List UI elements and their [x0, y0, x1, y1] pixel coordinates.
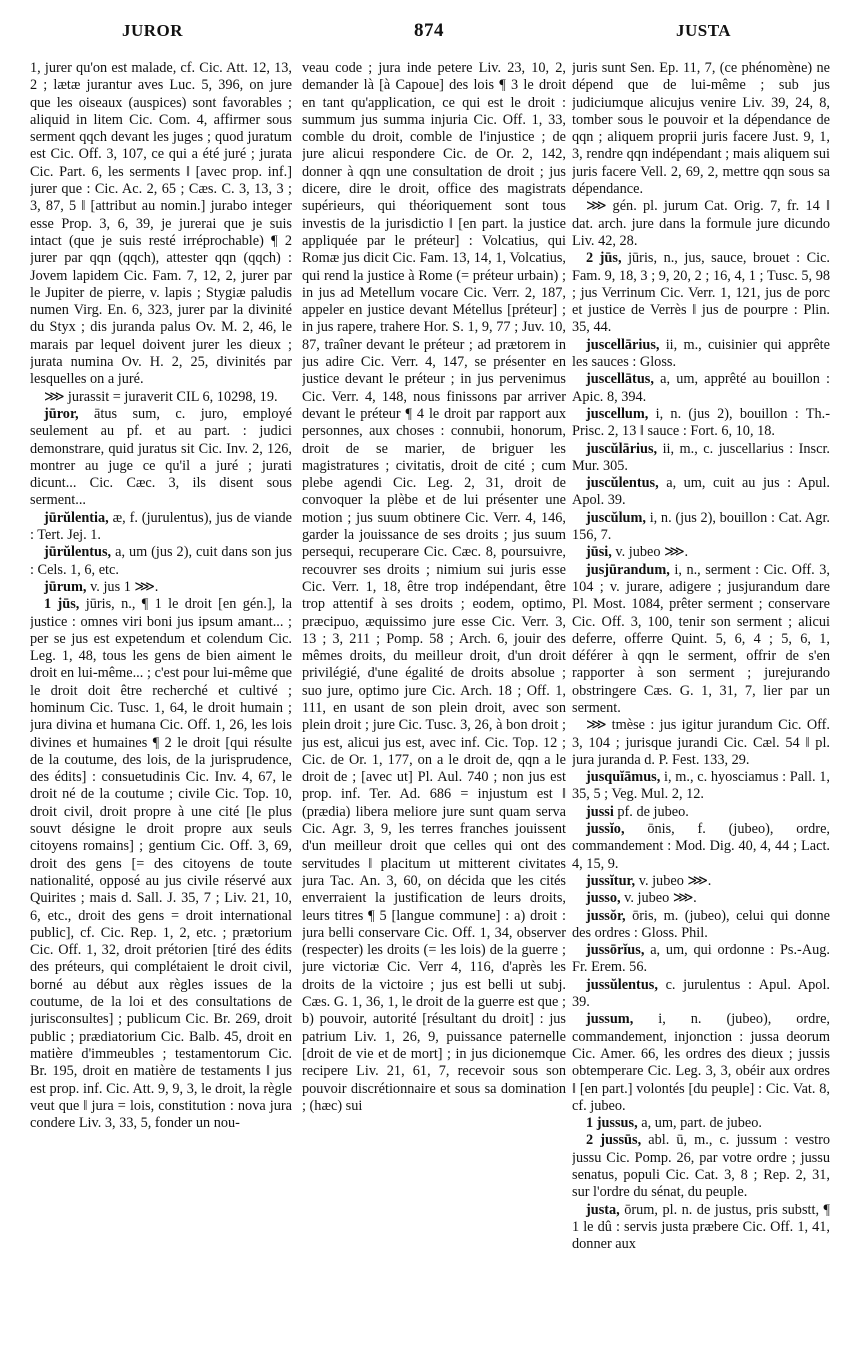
dictionary-entry	[572, 804, 830, 821]
dictionary-entry	[572, 977, 830, 1012]
dictionary-entry	[30, 510, 292, 545]
entry-lemma: jūrum,	[44, 578, 87, 595]
entry-lemma: jūsi,	[586, 544, 612, 561]
right-guide-word: JUSTA	[676, 21, 732, 40]
entry-text: i, n., serment : Cic. Off. 3, 104 ; v. jurare, adigere ; jusjurandum dare Pl. Most. 1084, prêter serment ; conservare Cic. Off. 3, 100, tenir son serment ; alicui deferre, offerre Quint. 5, 6, 4 ; 5, 6, 1, déférer à qqn le serment, offrir de s'en rapporter à son serment ; jurejurando obstringere Cæs. G. 1, 31, 7, lier par un serment.	[572, 561, 830, 716]
entry-text: ōris, m. (jubeo), celui qui donne des ordres : Gloss. Phil.	[572, 907, 830, 941]
dictionary-entry	[572, 1132, 830, 1201]
left-guide-word: JUROR	[122, 21, 184, 40]
entry-text: a, um, apprêté au bouillon : Apic. 8, 394.	[572, 371, 830, 405]
dictionary-entry	[572, 250, 830, 336]
entry-lemma: juscŭlum,	[586, 509, 646, 526]
entry-text: ⋙ tmèse : jus igitur jurandum Cic. Off. 3, 104 ; jurisque jurandi Cic. Cæl. 54 ‖ pl. jura juranda d. P. Fest. 133, 29.	[572, 717, 830, 768]
entry-text: ⋙ gén. pl. jurum Cat. Orig. 7, fr. 14 ‖ dat. arch. jure dans la formule jure dicundo Liv. 42, 28.	[572, 198, 830, 249]
entry-text: pf. de jubeo.	[617, 803, 689, 820]
entry-lemma: jussĭo,	[586, 821, 625, 838]
dictionary-entry	[30, 544, 292, 579]
entry-lemma: jūror,	[44, 405, 79, 422]
dictionary-entry	[572, 544, 830, 561]
entry-text: abl. ū, m., c. jussum : vestro jussu Cic. Pomp. 26, par votre ordre ; jussu senatus, populi Cic. Cat. 3, 8 ; Rep. 2, 31, sur l'ordre du sénat, du peuple.	[572, 1132, 830, 1201]
entry-lemma: jussi	[586, 803, 614, 820]
entry-text: v. jubeo ⋙.	[638, 872, 712, 889]
dictionary-entry	[572, 769, 830, 804]
entry-lemma: 1 jussus,	[586, 1115, 638, 1132]
dictionary-entry	[30, 406, 292, 510]
column-3	[572, 60, 830, 1360]
entry-lemma: jussŭlentus,	[586, 976, 658, 993]
entry-text: ii, m., cuisinier qui apprête les sauces : Gloss.	[572, 336, 830, 371]
entry-text: juris sunt Sen. Ep. 11, 7, (ce phénomène) ne dépend que de lui-même ; sub jus judiciumque alicujus venire Liv. 39, 24, 8, tomber sous le pouvoir et la dépendance de qqn ; aliquem proprii juris facere Just. 9, 1, 3, rendre qqn indépendant ; mais aliquem sui juris facere Vell. 2, 69, 2, mettre qqn sous sa dépendance.	[572, 60, 830, 198]
column-2	[302, 60, 566, 1360]
entry-lemma: juscŭlentus,	[586, 475, 659, 492]
dictionary-entry	[572, 441, 830, 476]
entry-text: 1, jurer qu'on est malade, cf. Cic. Att. 12, 13, 2 ; lætæ jurantur aves Luc. 5, 396, on jure que les oiseaux (auspices) sont favorables ; aliquid in litem Cic. Com. 4, affirmer sous serment qqch devant les juges ; quod juratum est Cic. Off. 3, 107, ce qui a été juré ; jurata Cic. Part. 6, les serments ‖ [avec prop. inf.] jurer que : Cic. Ac. 2, 65 ; Cæs. C. 3, 13, 3 ; 3, 87, 5 ‖ [attribut au nomin.] jurabo integer esse Prop. 3, 6, 39, je jurerai que je suis intact (que je suis resté irréprochable) ¶ 2 jurer par qqn (qqch), attester qqn (qqch) : Jovem lapidem Cic. Fam. 7, 12, 2, jurer par le Jupiter de pierre, v. lapis ; Stygiæ paludis numen Virg. En. 6, 323, jurer par la divinité du Styx ; dis juranda palus Ov. M. 2, 46, le marais par lequel doivent jurer les dieux ; jurata numina Ov. H. 2, 25, divinités par lesquelles on a juré.	[30, 60, 292, 388]
entry-text: c. jurulentus : Apul. Apol. 39.	[572, 976, 830, 1011]
entry-text: v. jus 1 ⋙.	[90, 578, 159, 595]
entry-text: i, m., c. hyosciamus : Pall. 1, 35, 5 ; Veg. Mul. 2, 12.	[572, 769, 830, 803]
dictionary-entry	[572, 60, 830, 198]
entry-lemma: jusso,	[586, 890, 621, 907]
entry-lemma: 1 jūs,	[44, 596, 80, 613]
entry-text: veau code ; jura inde petere Liv. 23, 10, 2, demander là [à Capoue] des lois ¶ 3 le droit en tant qu'application, ce qui est le droit : summum jus summa injuria Cic. Off. 1, 33, comble du droit, comble de l'injustice ; de jure alicui respondere Cic. de Or. 2, 142, donner à qqn une consultation de droit ; jus dicere, dire le droit, office des magistrats supérieurs, qui théoriquement sont tous investis de la jurisdictio ‖ [en part. la justice appliquée par le préteur] : Volcatius, qui Romæ jus dicit Cic. Fam. 13, 14, 1, Volcatius, qui rend la justice à Rome (= préteur urbain) ; in jus ad Metellum vocare Cic. Verr. 2, 187, appeler en justice devant Métellus [préteur] ; in jus rapere, trahere Hor. S. 1, 9, 77 ; Juv. 10, 87, traîner devant le préteur ; ad prætorem in jus adire Cic. Verr. 4, 147, se présenter en justice devant le préteur ; in jus pervenimus Cic. Verr. 4, 148, nous finissons par arriver devant le préteur ¶ 4 le droit par rapport aux personnes, aux choses : connubii, honorum, droit de se marier, de briguer les magistratures ; civitatis, droit de cité ; cum plebe agendi Cic. Leg. 2, 31, droit de convoquer la plèbe et de lui présenter une motion ; jus suum obtinere Cic. Verr. 4, 146, garder la jouissance de ses droits ; jus suum persequi, recuperare Cic. Cæc. 8, poursuivre, recouvrer ses droits ; nimium sui juris esse Cic. Verr. 1, 18, être trop indépendant, être trop attentif à ses droits ; eodem, optimo, præcipuo, æquissimo jure esse Cic. Verr. 3, 13 ; 3, 211 ; Pomp. 58 ; Arch. 6, jouir des mêmes droits, du meilleur droit, d'un droit privilégié, d'une égalité de droits absolue ; suo jure, optimo jure Cic. Arch. 18 ; Off. 1, 111, en usant de son plein droit, avec son plein droit ; jure Cic. Tusc. 3, 26, à bon droit ; jus est, alicui jus est, avec inf. Cic. Top. 12 ; Cic. de Or. 1, 177, on a le droit de, qqn a le droit de ; [avec ut] Pl. Aul. 740 ; non jus est prop. inf. Ter. Ad. 686 = injustum est ‖ (prædia) libera meliore jure sunt quam serva Cic. Agr. 3, 9, les terres franches jouissent d'un meilleur droit que celles qui ont des servitudes ‖ placitum ut mitterent civitates jura Tac. An. 3, 60, on décida que les cités enverraient la justification de leurs droits, leurs titres ¶ 5 [langue commune] : a) droit : jura belli conservare Cic. Off. 1, 34, observer (respecter) les droits (= les lois) de la guerre ; jure victoriæ Cic. Verr 4, 116, d'après les droits de la victoire ; jus est belli ut subj. Cæs. G. 1, 36, 1, le droit de la guerre est que ; b) pouvoir, autorité [résultant du droit] : jus patrium Liv. 1, 26, 9, puissance paternelle [droit de vie et de mort] ; in jus dicionemque recipere Liv. 21, 61, 7, recevoir sous son pouvoir discrétionnaire et sous sa domination ; (hæc) sui	[302, 60, 566, 1114]
entry-lemma: jūrŭlentia,	[44, 509, 109, 526]
entry-text: jūris, n., jus, sauce, brouet : Cic. Fam. 9, 18, 3 ; 9, 20, 2 ; 16, 4, 1 ; Tusc. 5, 98 ; jus Verrinum Cic. Verr. 1, 121, jus de porc et justice de Verrès ‖ jus de pourpre : Plin. 35, 44.	[572, 250, 830, 336]
entry-text: v. jubeo ⋙.	[615, 544, 689, 561]
entry-lemma: jussum,	[586, 1011, 634, 1028]
dictionary-entry	[572, 717, 830, 769]
entry-lemma: 2 jūs,	[586, 250, 622, 267]
entry-lemma: juscellārius,	[586, 336, 660, 353]
dictionary-entry	[302, 60, 566, 1115]
dictionary-entry	[572, 873, 830, 890]
dictionary-entry	[572, 510, 830, 545]
entry-text: i, n. (jus 2), bouillon : Cat. Agr. 156, 7.	[572, 509, 830, 544]
entry-text: a, um (jus 2), cuit dans son jus : Cels. 1, 6, etc.	[30, 544, 292, 578]
page-number: 874	[414, 20, 444, 41]
entry-text: a, um, qui ordonne : Ps.-Aug. Fr. Erem. 56.	[572, 942, 830, 976]
dictionary-entry	[572, 371, 830, 406]
entry-lemma: juscŭlārius,	[586, 440, 658, 457]
dictionary-entry	[572, 908, 830, 943]
entry-lemma: juscellātus,	[586, 371, 654, 388]
entry-text: a, um, cuit au jus : Apul. Apol. 39.	[572, 475, 830, 509]
entry-lemma: jussŏr,	[586, 907, 626, 924]
dictionary-entry	[572, 821, 830, 873]
entry-lemma: jusquĭāmus,	[586, 769, 661, 786]
column-1	[30, 60, 292, 1360]
entry-text: i, n. (jubeo), ordre, commandement, injonction : jussa deorum Cic. Amer. 66, les ordres des dieux ; jussis obtemperare Cic. Leg. 3, 3, obéir aux ordres ‖ [en part.] volontés [du peuple] : Cic. Vat. 8, cf. jubeo.	[572, 1011, 830, 1114]
dictionary-entry	[572, 1202, 830, 1254]
dictionary-entry	[572, 1115, 830, 1132]
entry-text: jūris, n., ¶ 1 le droit [en gén.], la justice : omnes viri boni jus ipsum amant... ; per se jus est expetendum et colendum Cic. Leg. 1, 48, tous les gens de bien aiment le droit en lui-même... ; c'est pour lui-même que le droit doit être recherché et cultivé ; hominum Cic. Tusc. 1, 64, le droit humain ; jura divina et humana Cic. Off. 1, 26, les lois divines et humaines ¶ 2 le droit [qui résulte de la coutume, des lois, de la jurisprudence, des édits] : consuetudinis Cic. Inv. 4, 67, le droit né de la coutume ; civile Cic. Top. 10, droit civil, droit propre à une cité [le plus souvt désigne le droit propre aux seuls citoyens romains] ; gentium Cic. Off. 3, 69, droit des gens [= des citoyens de toute nationalité, opposé au jus civile réservé aux Quirites ; mais d. Sall. J. 35, 7 ; Liv. 21, 10, 6, etc., droit des gens = droit international public], cf. Cic. Rep. 1, 2, etc. ; prætorium Cic. Off. 1, 32, droit prétorien [tiré des édits des préteurs, qui complétaient le droit civil, borné au début aux règles issues de la coutume, de la loi et des consultations de jurisconsultes] ; publicum Cic. Br. 269, droit public ; prædiatorium Cic. Balb. 45, droit en matière d'immeubles ; testamentorum Cic. Br. 195, droit en matière de testaments ‖ jus est prop. inf. Cic. Att. 9, 9, 3, le droit, la règle veut que ‖ jura = lois, constitution : nova jura condere Liv. 3, 33, 5, fonder un nou-	[30, 596, 292, 1132]
entry-lemma: justa,	[586, 1201, 620, 1218]
entry-lemma: 2 jussūs,	[586, 1132, 642, 1149]
dictionary-entry	[572, 562, 830, 718]
entry-text: ⋙ jurassit = juraverit CIL 6, 10298, 19.	[44, 388, 278, 405]
page-header	[0, 22, 846, 46]
dictionary-entry	[572, 198, 830, 250]
dictionary-entry	[572, 406, 830, 441]
dictionary-entry	[30, 60, 292, 389]
entry-text: ōnis, f. (jubeo), ordre, commandement : Mod. Dig. 40, 4, 44 ; Lact. 4, 15, 9.	[572, 821, 830, 872]
entry-text: v. jubeo ⋙.	[624, 890, 697, 907]
dictionary-entry	[30, 596, 292, 1132]
dictionary-entry	[30, 579, 292, 596]
dictionary-entry	[572, 942, 830, 977]
dictionary-entry	[572, 475, 830, 510]
dictionary-entry	[572, 337, 830, 372]
entry-lemma: jūrŭlentus,	[44, 544, 112, 561]
entry-text: a, um, part. de jubeo.	[641, 1115, 762, 1132]
entry-text: ātus sum, c. juro, employé seulement au pf. et au part. : judici demonstrare, quid juratus sit Cic. Inv. 2, 126, montrer au juge ce qu'il a juré ; jurati dicunt... Cic. Cæc. 3, ils disent sous serment...	[30, 405, 292, 509]
entry-text: ii, m., c. juscellarius : Inscr. Mur. 305.	[572, 440, 830, 474]
entry-text: æ, f. (jurulentus), jus de viande : Tert. Jej. 1.	[30, 509, 292, 544]
entry-lemma: jusjūrandum,	[586, 561, 670, 578]
entry-text: ōrum, pl. n. de justus, pris substt, ¶ 1 le dû : servis justa præbere Cic. Off. 1, 41, donner aux	[572, 1201, 830, 1253]
entry-lemma: juscellum,	[586, 405, 649, 422]
dictionary-entry	[572, 1011, 830, 1115]
entry-lemma: jussĭtur,	[586, 872, 636, 889]
dictionary-entry	[572, 890, 830, 907]
entry-lemma: jussōrĭus,	[586, 942, 645, 959]
entry-text: i, n. (jus 2), bouillon : Th.-Prisc. 2, 13 ‖ sauce : Fort. 6, 10, 18.	[572, 405, 830, 440]
dictionary-entry	[30, 389, 292, 406]
